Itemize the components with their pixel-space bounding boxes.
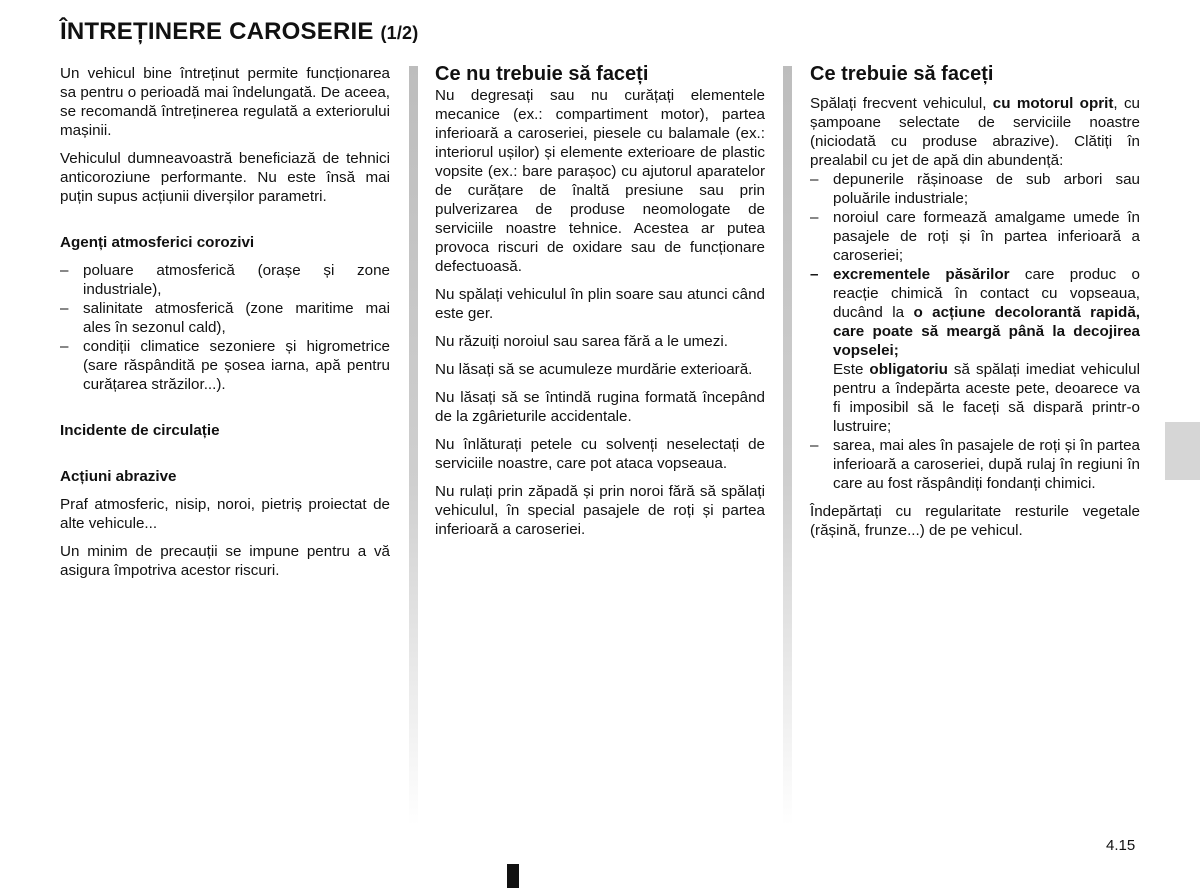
list-item: – excrementele păsărilor care produc o reacție chimică în contact cu vopseaua, ducând la o acțiune decolorantă rapidă, care poate să meargă până la decojirea vopselei; Este obligatoriu să spălați imediat vehiculul pentru a îndepărta aceste pete, deoarece va fi imposibil să le faceți să dispară printr-o lustruire; <box>810 266 1140 435</box>
abrasive-paragraph: Praf atmosferic, nisip, noroi, pietriș proiectat de alte vehicule... <box>60 496 390 532</box>
donts-heading: Ce nu trebuie să faceți <box>435 63 649 85</box>
section-heading-corrosive-agents: Agenți atmosferici corozivi <box>60 234 255 251</box>
dos-heading: Ce trebuie să faceți <box>810 63 994 85</box>
section-heading-traffic-incidents: Incidente de circulație <box>60 422 220 439</box>
precaution-paragraph: Un minim de precauții se impune pentru a vă asigura împotriva acestor riscuri. <box>60 543 390 579</box>
column-divider-bar <box>409 66 418 826</box>
list-item: – poluare atmosferică (orașe și zone industriale), <box>60 262 390 298</box>
intro-paragraph: Un vehicul bine întreținut permite funcționarea sa pentru o perioadă mai îndelungată. De aceea, se recomandă întreținerea regulată a exteriorului mașinii. <box>60 65 390 139</box>
crop-mark <box>507 864 519 888</box>
list-item: – sarea, mai ales în pasajele de roți și în partea inferioară a caroseriei, după rulaj în regiuni în care au fost răspândiți fondanți chimici. <box>810 437 1140 492</box>
chapter-tab <box>1165 422 1200 480</box>
dos-final-paragraph: Îndepărtați cu regularitate resturile vegetale (rășină, frunze...) de pe vehicul. <box>810 503 1140 539</box>
list-item: – noroiul care formează amalgame umede în pasajele de roți și în partea inferioară a caroseriei; <box>810 209 1140 264</box>
donts-paragraph: Nu înlăturați petele cu solvenți neselectați de serviciile noastre, care pot ataca vopseaua. <box>435 436 765 472</box>
column-donts <box>435 64 765 548</box>
column-divider-bar <box>783 66 792 826</box>
page-title-part: (1/2) <box>380 23 419 43</box>
dos-intro: Spălați frecvent vehiculul, cu motorul oprit, cu șampoane selectate de serviciile noastre (niciodată cu produse abrazive). Clătiți în prealabil cu jet de apă din abundență: <box>810 95 1141 169</box>
section-heading-abrasive-actions: Acțiuni abrazive <box>60 468 177 485</box>
dos-list <box>810 170 1140 493</box>
list-item: – depunerile rășinoase de sub arbori sau poluările industriale; <box>810 171 1140 207</box>
donts-paragraph: Nu răzuiți noroiul sau sarea fără a le umezi. <box>435 333 728 350</box>
column-dos <box>810 64 1140 549</box>
page-number: 4.15 <box>1106 837 1136 854</box>
donts-paragraph: Nu rulați prin zăpadă și prin noroi fără să spălați vehiculul, în special pasajele de roți și partea inferioară a caroseriei. <box>435 483 765 538</box>
donts-paragraph: Nu lăsați să se întindă rugina formată începând de la zgârieturile accidentale. <box>435 389 765 425</box>
donts-paragraph: Nu degresați sau nu curățați elementele mecanice (ex.: compartiment motor), partea inferioară a caroseriei, piesele cu balamale (ex.: interiorul ușilor) și elemente exterioare de plastic vopsite (ex.: bare parașoc) cu ajutorul aparatelor de curățare de înaltă presiune sau prin pulverizarea de produse neomologate de serviciile noastre tehnice. Acestea ar putea provoca riscuri de oxidare sau de funcționare defectuoasă. <box>435 87 765 275</box>
list-item: – condiții climatice sezoniere și higrometrice (sare răspândită pe șosea iarna, apă pentru curățarea străzilor...). <box>60 338 390 393</box>
corrosive-agents-list <box>60 261 390 394</box>
donts-paragraph: Nu spălați vehiculul în plin soare sau atunci când este ger. <box>435 286 765 322</box>
list-item: – salinitate atmosferică (zone maritime mai ales în sezonul cald), <box>60 300 390 336</box>
donts-paragraph: Nu lăsați să se acumuleze murdărie exterioară. <box>435 361 753 378</box>
page-title: ÎNTREȚINERE CAROSERIE (1/2) <box>60 18 419 45</box>
column-intro <box>60 64 390 589</box>
intro-paragraph-2: Vehiculul dumneavoastră beneficiază de tehnici anticoroziune performante. Nu este însă mai puțin supus acțiunii diverșilor parametri. <box>60 150 390 205</box>
